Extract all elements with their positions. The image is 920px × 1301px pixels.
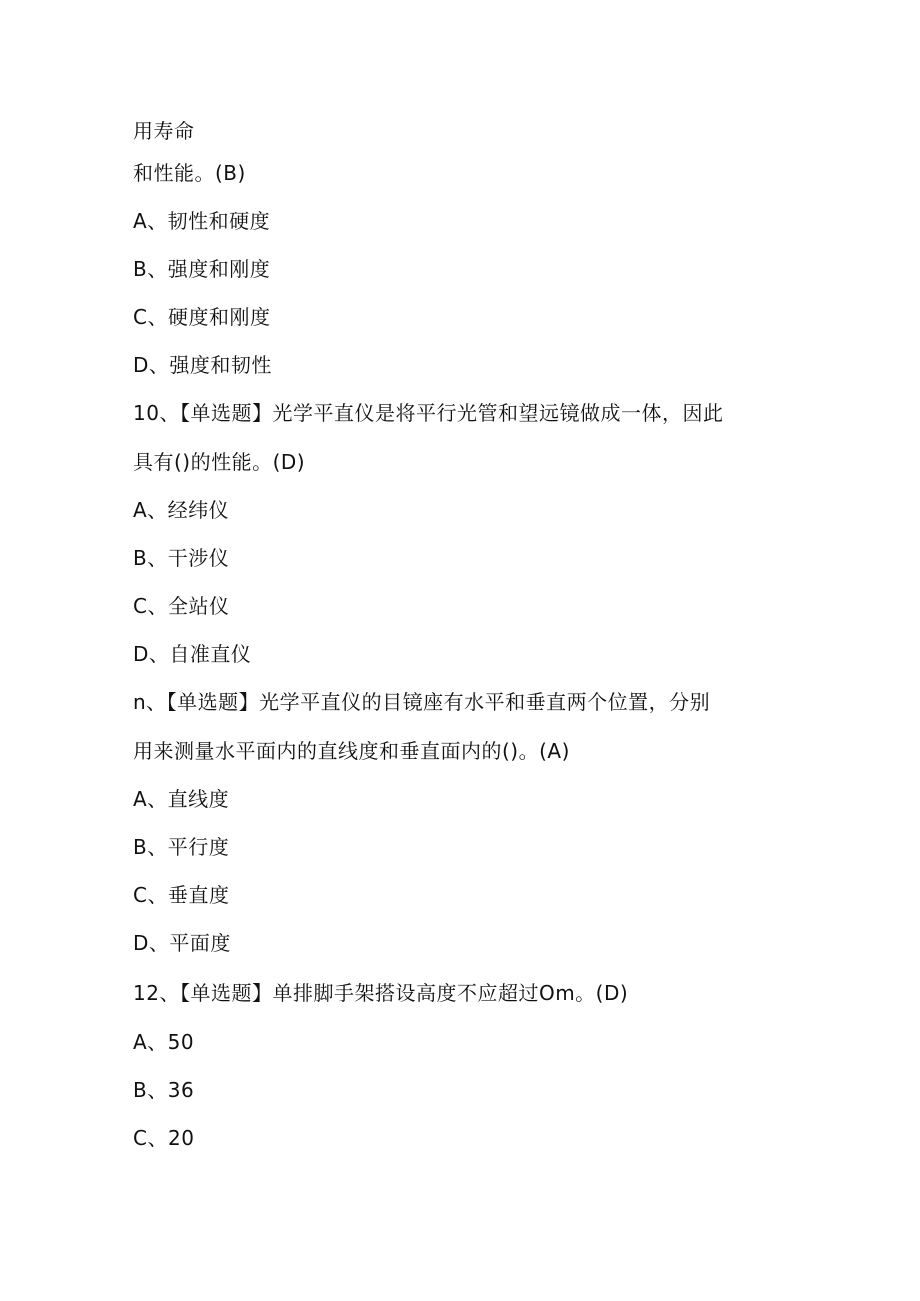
continuation-option-a: A、韧性和硬度 [133, 209, 271, 233]
continuation-option-b: B、强度和刚度 [133, 257, 271, 281]
question-11-text-line1: n、【单选题】光学平直仪的目镜座有水平和垂直两个位置，分别 [133, 690, 711, 714]
question-10-option-b: B、干涉仪 [133, 546, 230, 570]
continuation-text-line2: 和性能。(B) [133, 161, 246, 185]
question-11-option-b: B、平行度 [133, 835, 230, 859]
question-10-text-line2: 具有()的性能。(D) [133, 450, 306, 474]
question-12-text-line1: 12、【单选题】单排脚手架搭设高度不应超过Om。(D) [133, 981, 629, 1005]
question-10-option-c: C、全站仪 [133, 594, 230, 618]
question-12-option-b: B、36 [133, 1078, 195, 1102]
question-10-option-d: D、自准直仪 [133, 642, 252, 666]
question-11-option-d: D、平面度 [133, 931, 231, 955]
continuation-text-line1: 用寿命 [133, 119, 195, 143]
question-11-text-line2: 用来测量水平面内的直线度和垂直面内的()。(A) [133, 739, 570, 763]
continuation-option-d: D、强度和韧性 [133, 353, 272, 377]
question-10-option-a: A、经纬仪 [133, 498, 230, 522]
question-12-option-c: C、20 [133, 1126, 195, 1150]
question-10-text-line1: 10、【单选题】光学平直仪是将平行光管和望远镜做成一体，因此 [133, 401, 724, 425]
continuation-option-c: C、硬度和刚度 [133, 305, 271, 329]
question-11-option-c: C、垂直度 [133, 883, 230, 907]
question-12-option-a: A、50 [133, 1030, 195, 1054]
question-11-option-a: A、直线度 [133, 787, 230, 811]
